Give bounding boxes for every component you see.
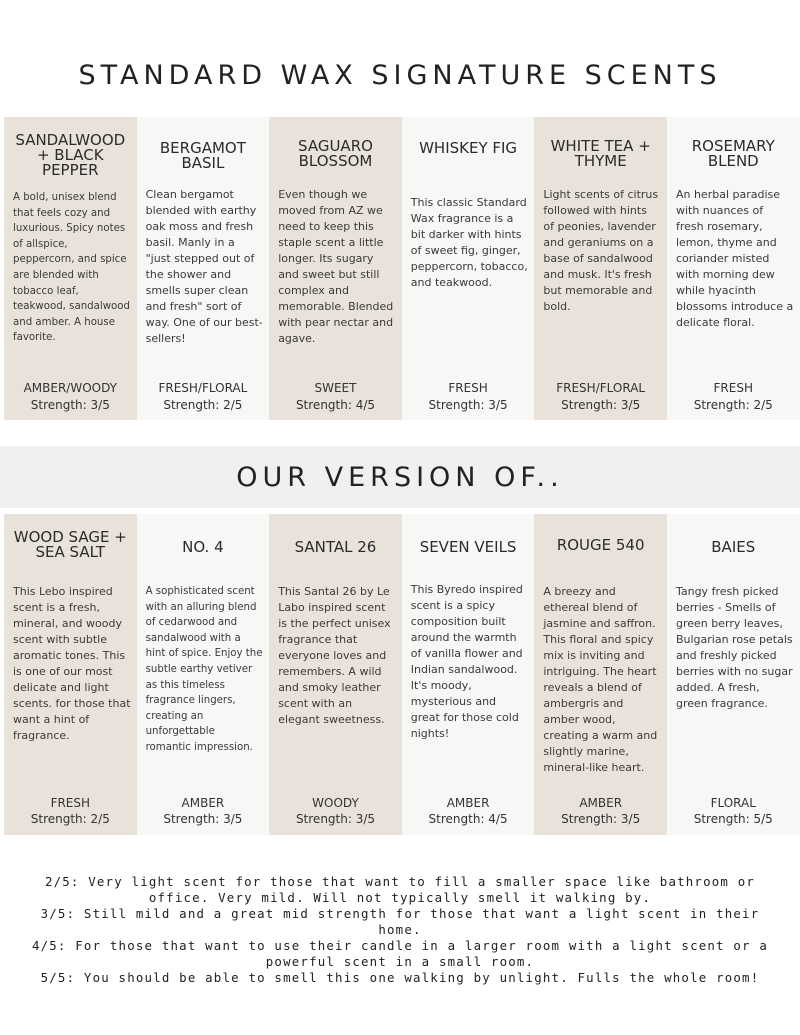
- scent-category: WOODY: [312, 796, 359, 810]
- scent-description: An herbal paradise with nuances of fresh rosemary, lemon, thyme and coriander misted with morning dew while hyacinth blossoms introduce a delicate floral.: [675, 188, 794, 329]
- scent-card: [534, 514, 667, 835]
- scent-description: This Lebo inspired scent is a fresh, mineral, and woody scent with subtle aromatic tones. This is one of our most delicate and light scents. for those that want a hint of fragrance.: [13, 585, 131, 742]
- scent-card: [402, 117, 535, 420]
- scent-name: SAGUARO BLOSSOM: [298, 137, 373, 170]
- scent-card: [269, 117, 402, 420]
- legend-line: 5/5: You should be able to smell this one walking by unlight. Fulls the whole room!: [40, 970, 760, 985]
- section-title-our-version: OUR VERSION OF..: [236, 462, 564, 493]
- scent-category: FLORAL: [710, 796, 756, 810]
- strength-legend: [20, 874, 780, 986]
- scent-name: WOOD SAGE + SEA SALT: [13, 528, 127, 561]
- scent-name: SEVEN VEILS: [419, 538, 517, 556]
- scent-category: FRESH: [50, 796, 91, 810]
- scent-category: FRESH: [713, 381, 753, 395]
- scent-strength: Strength: 3/5: [295, 812, 376, 826]
- scent-strength: Strength: 3/5: [428, 398, 508, 412]
- scent-category: AMBER: [446, 796, 490, 810]
- scent-description: This Santal 26 by Le Labo inspired scent is the perfect unisex fragrance that everyone loves and remembers. A wild and smoky leather scent with an elegant sweetness.: [278, 585, 391, 726]
- scent-description: This Byredo inspired scent is a spicy composition built around the warmth of vanilla flower and Indian sandalwood. It's moody, mysterious and great for those cold nights!: [410, 583, 523, 740]
- scent-strength: Strength: 2/5: [693, 398, 773, 412]
- scent-name: ROSEMARY BLEND: [691, 137, 775, 170]
- scent-description: Clean bergamot blended with earthy oak moss and fresh basil. Manly in a "just stepped out of the shower and smells super clean and fresh" sort of way. One of our best-sellers!: [145, 188, 263, 345]
- scent-description: Light scents of citrus followed with hints of peonies, lavender and geraniums on a base of sandalwood and musk. It's fresh but memorable and bold.: [543, 188, 659, 313]
- scent-card: [4, 514, 137, 835]
- scent-category: AMBER: [579, 796, 623, 810]
- scent-strength: Strength: 3/5: [561, 398, 641, 412]
- scent-description: A bold, unisex blend that feels cozy and luxurious. Spicy notes of allspice, peppercorn, and spice are blended with tobacco leaf, teakwood, sandalwood and amber. A house favorite.: [13, 192, 130, 344]
- scent-name: SANDALWOOD + BLACK PEPPER: [15, 131, 126, 179]
- scent-card: [137, 514, 270, 835]
- scent-strength: Strength: 4/5: [295, 398, 376, 412]
- signature-scents-row: [4, 117, 800, 420]
- scent-card: [4, 117, 137, 420]
- scent-category: AMBER/WOODY: [23, 381, 118, 395]
- scent-strength: Strength: 5/5: [693, 812, 773, 826]
- scent-category: AMBER: [181, 796, 225, 810]
- scent-strength: Strength: 2/5: [30, 812, 110, 826]
- scent-category: FRESH/FLORAL: [556, 381, 646, 395]
- scent-name: SANTAL 26: [294, 538, 377, 556]
- scent-name: WHISKEY FIG: [419, 139, 518, 157]
- scent-description: Even though we moved from AZ we need to keep this staple scent a little longer. Its sugary and sweet but still complex and memorable. Blended with pear nectar and agave.: [278, 188, 394, 345]
- scent-category: FRESH: [448, 381, 488, 395]
- scent-name: NO. 4: [182, 538, 224, 556]
- our-version-row: [4, 514, 800, 835]
- scent-strength: Strength: 3/5: [163, 812, 243, 826]
- scent-description: Tangy fresh picked berries - Smells of green berry leaves, Bulgarian rose petals and freshly picked berries with no sugar added. A fresh, green fragrance.: [675, 585, 793, 710]
- scent-card: [269, 514, 402, 835]
- scent-strength: Strength: 3/5: [30, 398, 110, 412]
- scent-description: This classic Standard Wax fragrance is a bit darker with hints of sweet fig, ginger, peppercorn, tobacco, and teakwood.: [410, 196, 528, 289]
- scent-card: [534, 117, 667, 420]
- scent-name: WHITE TEA + THYME: [550, 137, 651, 170]
- scent-category: FRESH/FLORAL: [158, 381, 248, 395]
- legend-line: 2/5: Very light scent for those that want to fill a smaller space like bathroom or office. Very mild. Will not typically smell it walking by.: [44, 874, 756, 905]
- scent-category: SWEET: [314, 381, 357, 395]
- scent-strength: Strength: 4/5: [428, 812, 508, 826]
- scent-description: A sophisticated scent with an alluring blend of cedarwood and sandalwood with a hint of spice. Enjoy the subtle earthy vetiver as this timeless fragrance lingers, creating an unforgettable romantic impression.: [145, 586, 263, 753]
- section-title-signature: STANDARD WAX SIGNATURE SCENTS: [78, 60, 722, 91]
- legend-line: 4/5: For those that want to use their candle in a larger room with a light scent or a powerful scent in a small room.: [31, 938, 769, 969]
- scent-name: ROUGE 540: [556, 536, 645, 554]
- scent-name: BERGAMOT BASIL: [159, 139, 246, 172]
- scent-strength: Strength: 3/5: [561, 812, 641, 826]
- scent-card: [137, 117, 270, 420]
- scent-card: [667, 514, 800, 835]
- legend-line: 3/5: Still mild and a great mid strength for those that want a light scent in their home.: [40, 906, 760, 937]
- scent-description: A breezy and ethereal blend of jasmine and saffron. This floral and spicy mix is inviting and intriguing. The heart reveals a blend of ambergris and amber wood, creating a warm and slightly marine, mineral-like heart.: [543, 585, 658, 774]
- scent-card: [402, 514, 535, 835]
- scent-card: [667, 117, 800, 420]
- scent-name: BAIES: [711, 538, 756, 556]
- scent-strength: Strength: 2/5: [163, 398, 243, 412]
